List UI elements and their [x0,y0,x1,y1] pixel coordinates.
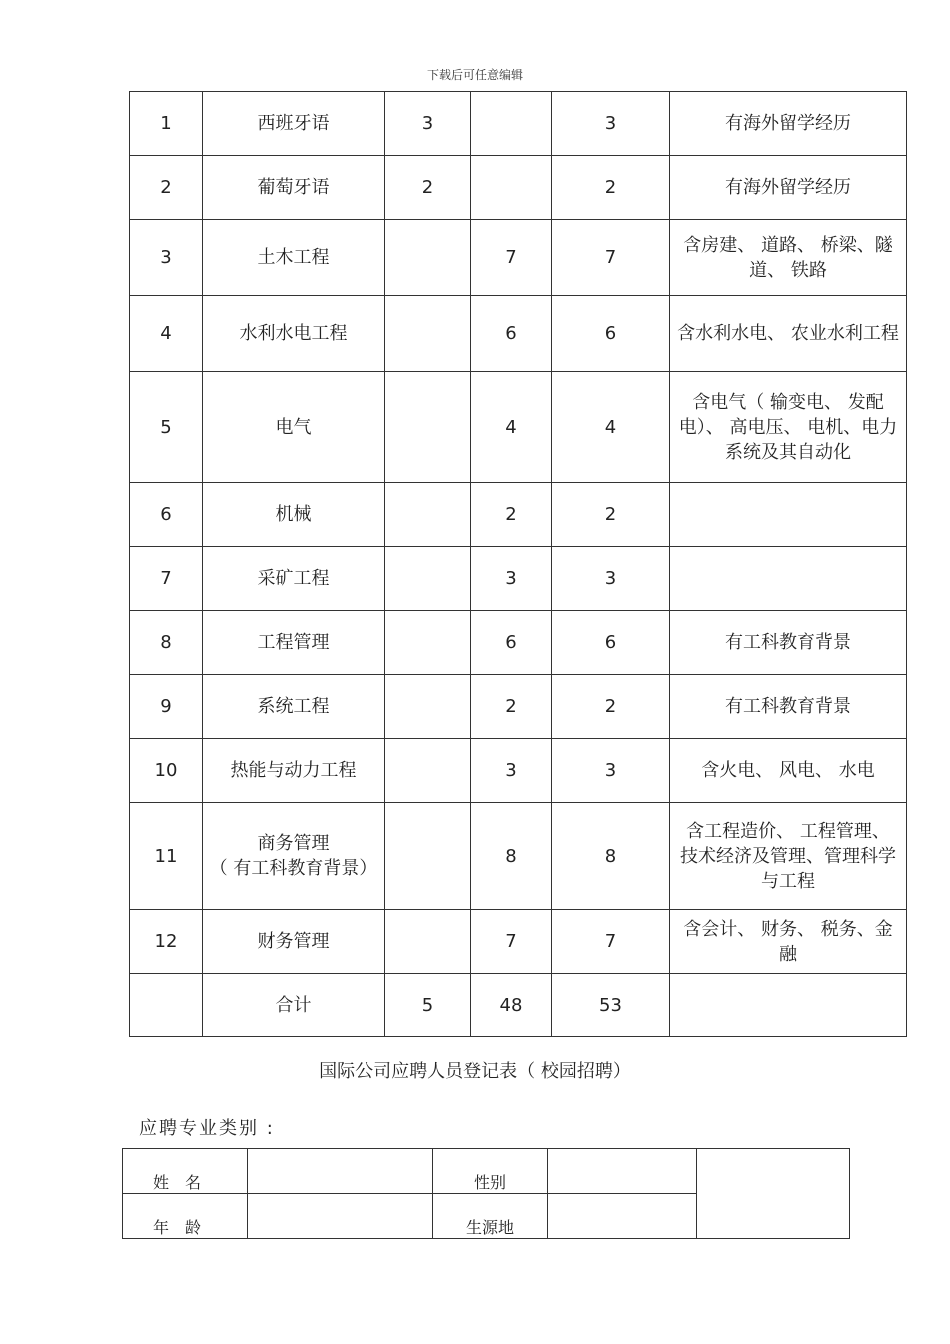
total-cell: 4 [552,372,670,483]
major-cell: 土木工程 [203,220,385,296]
row-number-cell: 7 [130,547,203,611]
major-cell [203,803,385,910]
total-cell: 8 [552,803,670,910]
row-number-cell: 3 [130,220,203,296]
note-cell: 有海外留学经历 [670,156,907,220]
note-cell: 有工科教育背景 [670,675,907,739]
total-cell: 3 [552,92,670,156]
table-row [130,547,907,611]
note-cell: 含会计、 财务、 税务、金融 [670,910,907,974]
count-b-cell: 6 [471,611,552,675]
count-a-cell [385,296,471,372]
count-b-cell: 4 [471,372,552,483]
note-cell: 含火电、 风电、 水电 [670,739,907,803]
table-row [130,156,907,220]
table-row [130,611,907,675]
table-row [130,92,907,156]
major-cell: 系统工程 [203,675,385,739]
major-cell: 水利水电工程 [203,296,385,372]
row-number-cell: 6 [130,483,203,547]
count-b-cell: 7 [471,220,552,296]
note-cell: 含水利水电、 农业水利工程 [670,296,907,372]
row-number-cell: 5 [130,372,203,483]
table-row [130,675,907,739]
major-cell: 热能与动力工程 [203,739,385,803]
major-cell: 财务管理 [203,910,385,974]
row-number-cell [130,974,203,1037]
origin-field[interactable] [548,1194,697,1239]
count-a-cell [385,220,471,296]
count-b-cell: 3 [471,547,552,611]
photo-box [697,1149,850,1239]
total-cell: 2 [552,483,670,547]
gender-label: 性别 [433,1149,548,1194]
note-cell: 含电气（ 输变电、 发配电）、 高电压、 电机、电力系统及其自动化 [670,372,907,483]
count-a-cell [385,910,471,974]
count-b-cell: 48 [471,974,552,1037]
total-cell: 53 [552,974,670,1037]
total-cell: 2 [552,675,670,739]
total-cell: 3 [552,547,670,611]
total-cell: 6 [552,611,670,675]
count-b-cell: 7 [471,910,552,974]
total-cell: 2 [552,156,670,220]
row-number-cell: 1 [130,92,203,156]
row-number-cell: 11 [130,803,203,910]
name-field[interactable] [248,1149,433,1194]
count-a-cell: 3 [385,92,471,156]
count-a-cell [385,483,471,547]
count-b-cell: 2 [471,483,552,547]
major-cell: 采矿工程 [203,547,385,611]
count-a-cell [385,547,471,611]
form-title: 国际公司应聘人员登记表（ 校园招聘） [319,1061,631,1082]
table-row [130,910,907,974]
count-a-cell: 2 [385,156,471,220]
age-label: 年龄 [123,1194,248,1239]
count-b-cell [471,92,552,156]
count-a-cell: 5 [385,974,471,1037]
row-number-cell: 8 [130,611,203,675]
major-cell: 合计 [203,974,385,1037]
note-cell [670,974,907,1037]
table-row [130,483,907,547]
table-row [130,974,907,1037]
registration-form [122,1148,850,1239]
total-cell: 7 [552,220,670,296]
major-cell: 电气 [203,372,385,483]
major-cell: 机械 [203,483,385,547]
note-cell [670,547,907,611]
table-row [130,372,907,483]
note-cell: 有海外留学经历 [670,92,907,156]
count-b-cell: 2 [471,675,552,739]
total-cell: 6 [552,296,670,372]
note-cell: 有工科教育背景 [670,611,907,675]
row-number-cell: 4 [130,296,203,372]
row-number-cell: 10 [130,739,203,803]
count-a-cell [385,372,471,483]
note-cell [670,483,907,547]
table-row [130,220,907,296]
row-number-cell: 9 [130,675,203,739]
count-b-cell: 3 [471,739,552,803]
table-row [130,739,907,803]
total-cell: 3 [552,739,670,803]
count-b-cell: 6 [471,296,552,372]
name-label: 姓名 [123,1149,248,1194]
major-category-label: 应聘专业类别 : [139,1118,275,1139]
row-number-cell: 2 [130,156,203,220]
origin-label: 生源地 [433,1194,548,1239]
table-row [130,296,907,372]
recruitment-table-body [130,92,907,1037]
note-cell: 含房建、 道路、 桥梁、隧道、 铁路 [670,220,907,296]
major-name: 商务管理 [257,833,330,854]
row-number-cell: 12 [130,910,203,974]
major-cell: 西班牙语 [203,92,385,156]
total-cell: 7 [552,910,670,974]
note-cell: 含工程造价、 工程管理、 技术经济及管理、管理科学与工程 [670,803,907,910]
count-a-cell [385,675,471,739]
count-b-cell [471,156,552,220]
count-b-cell: 8 [471,803,552,910]
count-a-cell [385,611,471,675]
major-cell: 工程管理 [203,611,385,675]
recruitment-table [129,91,907,1037]
count-a-cell [385,803,471,910]
header-note: 下载后可任意编辑 [426,68,523,82]
age-field[interactable] [248,1194,433,1239]
count-a-cell [385,739,471,803]
table-row [130,803,907,910]
major-cell: 葡萄牙语 [203,156,385,220]
gender-field[interactable] [548,1149,697,1194]
major-subnote: （ 有工科教育背景） [209,858,378,879]
